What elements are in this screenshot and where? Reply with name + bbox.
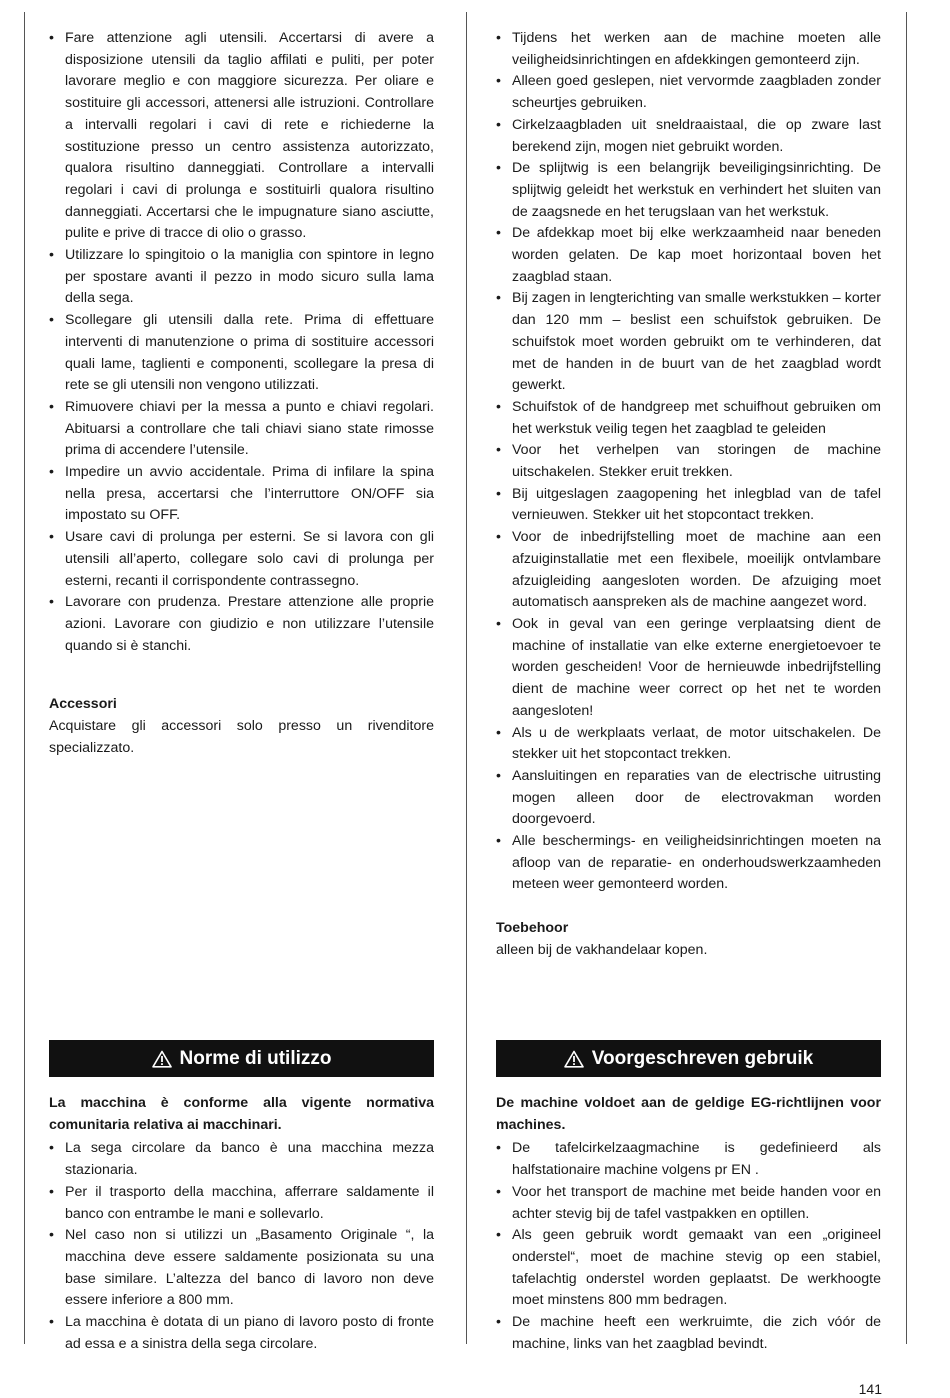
list-item: • Voor het verhelpen van storingen de machine uitschakelen. Stekker eruit trekken. [496, 440, 881, 483]
list-item: • Scollegare gli utensili dalla rete. Prima di effettuare interventi di manutenzione o prima di sostituire accessori quali lame, taglienti e componenti, scollegare la presa di rete se gli utensili non vengono utilizzati. [49, 310, 434, 397]
list-item: • Impedire un avvio accidentale. Prima di infilare la spina nella presa, accertarsi che l’interruttore ON/OFF sia impostato su OFF. [49, 462, 434, 527]
list-item: • La sega circolare da banco è una macchina mezza stazionaria. [49, 1138, 434, 1181]
right-usage-section [496, 1093, 881, 1355]
left-usage-section [49, 1093, 434, 1355]
list-item: • Bij uitgeslagen zaagopening het inlegblad van de tafel vernieuwen. Stekker uit het stopcontact trekken. [496, 484, 881, 527]
accessories-text: alleen bij de vakhandelaar kopen. [496, 941, 708, 958]
list-item: • Nel caso non si utilizzi un „Basamento Originale “, la macchina deve essere saldamente posizionata su una base similare. L’altezza del banco di lavoro non deve essere inferiore a 800 mm. [49, 1225, 434, 1312]
list-item: • Alle beschermings- en veiligheidsinrichtingen moeten na afloop van de reparatie- en onderhoudswerkzaamheden meteen weer gemonteerd worden. [496, 831, 881, 896]
list-item: • Utilizzare lo spingitoio o la maniglia con spintore in legno per spostare avanti il pezzo in modo sicuro sulla lama della sega. [49, 245, 434, 310]
list-item: • De splijtwig is een belangrijk beveiligingsinrichting. De splijtwig geleidt het werkstuk en verhindert het sluiten van de zaagsnede en het terugslaan van het werkstuk. [496, 158, 881, 223]
list-item: • La macchina è dotata di un piano di lavoro posto di fronte ad essa e a sinistra della sega circolare. [49, 1312, 434, 1355]
list-item: • Bij zagen in lengterichting van smalle werkstukken – korter dan 120 mm – beslist een schuifstok gebruiken. De schuifstok moet worden gebruikt om te verhinderen, dat met de handen in de buurt van de het zaagblad wordt gewerkt. [496, 288, 881, 397]
center-column-rule [466, 12, 467, 1344]
list-item: • Per il trasporto della macchina, afferrare saldamente il banco con entrambe le mani e sollevarlo. [49, 1182, 434, 1225]
left-safety-section [49, 28, 434, 760]
left-safety-list [49, 28, 434, 657]
accessories-text: Acquistare gli accessori solo presso un rivenditore specializzato. [49, 718, 434, 756]
accessories-heading: Toebehoor [496, 920, 569, 937]
accessories-heading: Accessori [49, 696, 117, 713]
list-item: • Fare attenzione agli utensili. Accertarsi di avere a disposizione utensili da taglio affilati e puliti, per poter lavorare meglio e con maggiore sicurezza. Per oliare e sostituire gli accessori, attenersi alle istruzioni. Controllare a intervalli regolari i cavi di rete e richiederne la sostituzione presso un centro assistenza autorizzato, qualora risultino danneggiati. Controllare a intervalli regolari i cavi di prolunga e sostituirli qualora risultino danneggiati. Accertarsi che le impugnature siano asciutte, pulite e prive di tracce di olio o grasso. [49, 28, 434, 245]
right-usage-list [496, 1138, 881, 1355]
list-item: • Aansluitingen en reparaties van de electrische uitrusting mogen alleen door de electrovakman worden doorgevoerd. [496, 766, 881, 831]
list-item: • Ook in geval van een geringe verplaatsing dient de machine of installatie van elke externe energietoevoer te worden gescheiden! Voor de hernieuwde inbedrijfstelling dient de machine weer correct op het net te worden aangesloten! [496, 614, 881, 723]
usage-intro: La macchina è conforme alla vigente normativa comunitaria relativa ai macchinari. [49, 1095, 434, 1133]
norme-di-utilizzo-banner [49, 1040, 434, 1077]
list-item: • Usare cavi di prolunga per esterni. Se si lavora con gli utensili all’aperto, collegare solo cavi di prolunga per esterni, recanti il corrispondente contrassegno. [49, 527, 434, 592]
list-item: • Cirkelzaagbladen uit sneldraaistaal, die op zware last berekend zijn, mogen niet gebruikt worden. [496, 115, 881, 158]
list-item: • Voor het transport de machine met beide handen voor en achter stevig bij de tafel vastpakken en optillen. [496, 1182, 881, 1225]
list-item: • De tafelcirkelzaagmachine is gedefinieerd als halfstationaire machine volgens pr EN . [496, 1138, 881, 1181]
left-usage-list [49, 1138, 434, 1355]
right-safety-section [496, 28, 881, 962]
list-item: • De machine heeft een werkruimte, die zich vóór de machine, links van het zaagblad bevindt. [496, 1312, 881, 1355]
list-item: • Alleen goed geslepen, niet vervormde zaagbladen zonder scheurtjes gebruiken. [496, 71, 881, 114]
voorgeschreven-gebruik-banner [496, 1040, 881, 1077]
list-item: • Lavorare con prudenza. Prestare attenzione alle proprie azioni. Lavorare con giudizio e non utilizzare l’utensile quando si è stanchi. [49, 592, 434, 657]
warning-triangle-icon [564, 1050, 584, 1068]
warning-triangle-icon [152, 1050, 172, 1068]
list-item: • Als u de werkplaats verlaat, de motor uitschakelen. De stekker uit het stopcontact trekken. [496, 723, 881, 766]
list-item: • Rimuovere chiavi per la messa a punto e chiavi regolari. Abituarsi a controllare che tali chiavi siano state rimosse prima di accendere l’utensile. [49, 397, 434, 462]
banner-title: Voorgeschreven gebruik [591, 1047, 814, 1069]
banner-title: Norme di utilizzo [179, 1047, 332, 1069]
left-margin-rule [24, 12, 25, 1344]
page-number: 141 [858, 1381, 882, 1397]
list-item: • Tijdens het werken aan de machine moeten alle veiligheidsinrichtingen en afdekkingen gemonteerd zijn. [496, 28, 881, 71]
list-item: • Schuifstok of de handgreep met schuifhout gebruiken om het werkstuk veilig tegen het zaagblad te geleiden [496, 397, 881, 440]
usage-intro: De machine voldoet aan de geldige EG-richtlijnen voor machines. [496, 1095, 881, 1133]
list-item: • Voor de inbedrijfstelling moet de machine aan een afzuiginstallatie met een flexibele, moeilijk ontvlambare afzuigleiding aangesloten worden. De afzuiging moet automatisch aanspreken als de machine aangezet word. [496, 527, 881, 614]
list-item: • Als geen gebruik wordt gemaakt van een „origineel onderstel“, moet de machine stevig op een stabiel, tafelachtig onderstel worden geplaatst. De werkhoogte moet minstens 800 mm bedragen. [496, 1225, 881, 1312]
right-safety-list [496, 28, 881, 896]
list-item: • De afdekkap moet bij elke werkzaamheid naar beneden worden gelaten. De kap moet horizontaal boven het zaagblad staan. [496, 223, 881, 288]
right-margin-rule [906, 12, 907, 1344]
